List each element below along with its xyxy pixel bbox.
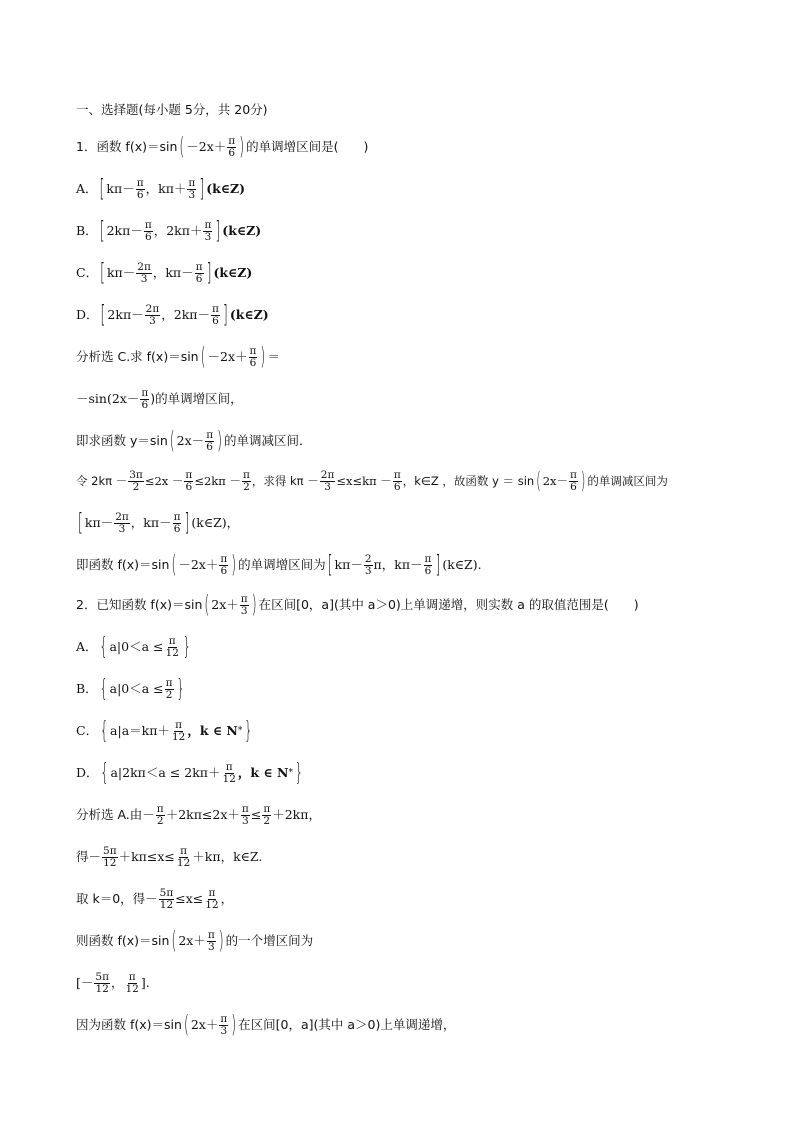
numerator: π — [128, 971, 136, 983]
numerator: 2π — [320, 469, 335, 481]
q2-analysis-line6 — [76, 1009, 456, 1039]
bracket: { — [100, 757, 109, 787]
denominator: 6 — [173, 523, 181, 536]
denominator: 12 — [222, 773, 236, 786]
math-text: kπ－ — [84, 515, 114, 531]
math-text: a|0＜a ≤ — [109, 681, 164, 697]
numerator: π — [204, 219, 212, 231]
math-text: (k∈Z) — [213, 265, 253, 281]
math-text: 令 2kπ － — [76, 473, 128, 488]
numerator: π — [168, 635, 176, 647]
fraction — [219, 554, 228, 577]
math-text: 2x＋ — [190, 1017, 219, 1033]
q2-option-c — [76, 715, 254, 745]
denominator: 12 — [176, 857, 191, 870]
numerator: π — [144, 219, 152, 231]
denominator: 3 — [324, 481, 331, 494]
left-paren: ( — [179, 131, 185, 161]
q2-analysis-line1 — [76, 804, 321, 827]
numerator: 2π — [137, 261, 151, 273]
denominator: 2 — [156, 815, 164, 828]
bracket: [ — [100, 257, 105, 287]
numerator: π — [208, 887, 216, 899]
math-text: a|2kπ＜a ≤ 2kπ＋ — [110, 765, 221, 781]
bracket: [ — [327, 549, 333, 579]
fraction — [240, 594, 249, 617]
math-text: ，kπ＋ — [145, 181, 187, 197]
bracket: ( — [171, 925, 177, 955]
math-text: (k∈Z) — [229, 307, 269, 323]
numerator: π — [242, 469, 250, 481]
denominator: 12 — [205, 899, 219, 912]
numerator: π — [249, 345, 257, 357]
numerator: 3π — [129, 469, 143, 481]
math-text: 的单调减区间． — [223, 433, 312, 449]
math-text: 即求函数 y＝sin — [76, 433, 168, 449]
fraction — [102, 846, 118, 869]
denominator: 6 — [144, 231, 152, 244]
math-text: 得－ — [76, 849, 102, 865]
fraction — [173, 512, 182, 535]
bracket: ] — [435, 549, 441, 579]
denominator: 6 — [228, 147, 236, 160]
fraction — [320, 470, 336, 493]
fraction — [144, 220, 153, 243]
bracket: ( — [171, 549, 177, 579]
denominator: 6 — [195, 273, 203, 286]
math-text: ＋kπ≤x≤ — [118, 849, 175, 865]
math-text: ≤ — [250, 807, 262, 823]
math-text: kπ－ — [106, 265, 136, 281]
denominator: 12 — [159, 899, 174, 912]
math-text: 的单调增区间为 — [238, 557, 326, 573]
math-text: ，kπ－ — [152, 265, 194, 281]
bracket: [ — [99, 173, 105, 203]
fraction — [125, 972, 140, 995]
denominator: 3 — [242, 815, 249, 828]
fraction — [114, 512, 130, 535]
bracket: [ — [99, 215, 105, 245]
numerator: π — [212, 303, 219, 315]
bracket: ) — [260, 341, 266, 371]
bracket: } — [294, 757, 303, 787]
q2-analysis-line4 — [76, 925, 314, 955]
math-text: ＋kπ，k∈Z. — [192, 849, 263, 865]
fraction — [145, 304, 161, 327]
bracket: ) — [251, 589, 257, 619]
numerator: 2π — [115, 511, 129, 523]
math-text: B． — [76, 681, 98, 697]
numerator: 5π — [159, 887, 174, 899]
q2-option-a — [76, 631, 193, 661]
bracket: { — [100, 715, 109, 745]
fraction — [128, 470, 144, 493]
numerator: π — [225, 761, 233, 773]
fraction — [156, 804, 165, 827]
bracket: ) — [218, 925, 224, 955]
fraction — [136, 262, 152, 285]
denominator: 3 — [140, 273, 148, 286]
bracket: ( — [200, 341, 206, 371]
numerator: π — [188, 177, 196, 189]
math-text: [－ — [76, 975, 94, 991]
denominator: 2 — [132, 481, 140, 494]
fraction — [249, 346, 258, 369]
numerator: π — [180, 845, 188, 857]
numerator: 2π — [145, 303, 160, 315]
denominator: 12 — [171, 731, 186, 744]
denominator: 12 — [103, 857, 117, 870]
fraction — [204, 888, 219, 911]
denominator: 6 — [249, 357, 257, 370]
bracket: ) — [580, 466, 586, 494]
math-text: 2kπ－ — [106, 223, 143, 239]
math-text: D． — [76, 765, 99, 781]
denominator: 6 — [570, 481, 577, 494]
denominator: 12 — [95, 983, 109, 996]
math-text: ，k ∈ N — [237, 765, 289, 781]
math-text: 的单调减区间为 — [587, 473, 668, 488]
denominator: 3 — [220, 1025, 228, 1038]
bracket: ] — [199, 173, 205, 203]
bracket: ] — [222, 299, 228, 329]
denominator: 6 — [424, 565, 432, 578]
denominator: 2 — [165, 689, 173, 702]
q2-analysis-line3 — [76, 888, 233, 911]
math-text: ，2kπ－ — [161, 307, 211, 323]
right-paren: ) — [239, 131, 245, 161]
q2-option-b — [76, 673, 187, 703]
denominator: 6 — [141, 399, 149, 412]
numerator: π — [240, 593, 248, 605]
numerator: π — [185, 469, 193, 481]
q2-option-d — [76, 757, 305, 787]
math-text: ≤2x － — [144, 473, 184, 488]
numerator: π — [220, 553, 228, 565]
section-title — [76, 104, 268, 117]
math-text: ，kπ－ — [130, 515, 172, 531]
q1-option-d — [76, 299, 269, 329]
denominator: 6 — [393, 481, 401, 494]
fraction — [140, 388, 149, 411]
fraction — [171, 720, 186, 743]
fraction — [184, 470, 193, 493]
math-text: 2x－ — [542, 473, 568, 488]
bracket: ) — [231, 1009, 237, 1039]
numerator: 5π — [103, 845, 117, 857]
numerator: π — [165, 677, 173, 689]
math-text: 则函数 f(x)＝sin — [76, 933, 170, 949]
math-text: 分析选 C.求 f(x)＝sin — [76, 349, 199, 365]
bracket: { — [99, 673, 108, 703]
math-text: (k∈Z) — [206, 181, 246, 197]
math-text: ≤2kπ － — [194, 473, 241, 488]
math-text: 2x＋ — [211, 597, 239, 613]
numerator: π — [220, 1013, 228, 1025]
math-text: －2x＋ — [178, 557, 219, 573]
math-text: 2x－ — [176, 433, 205, 449]
fraction — [393, 470, 402, 493]
math-text: 的单调增区间是( ) — [246, 139, 369, 155]
fraction — [219, 1014, 228, 1037]
q1-analysis-line4 — [76, 466, 668, 494]
math-text: ，2kπ＋ — [153, 223, 203, 239]
math-text: 一、选择题(每小题 5分，共 20分) — [76, 102, 268, 117]
fraction — [136, 178, 145, 201]
fraction — [364, 554, 373, 577]
bracket: ] — [215, 215, 221, 245]
math-text: 取 k＝0，得－ — [76, 891, 158, 907]
fraction — [241, 804, 250, 827]
math-text: －sin(2x－ — [76, 391, 140, 407]
numerator: π — [141, 387, 149, 399]
denominator: 3 — [149, 315, 156, 328]
bracket: } — [244, 715, 253, 745]
fraction — [195, 262, 204, 285]
fraction — [165, 636, 180, 659]
numerator: 5π — [95, 971, 109, 983]
math-text: 2．已知函数 f(x)＝sin — [76, 597, 203, 613]
math-text: ，求得 kπ － — [251, 473, 319, 488]
numerator: 2 — [364, 553, 372, 565]
bracket: ] — [206, 257, 212, 287]
numerator: π — [175, 719, 183, 731]
bracket: ( — [169, 425, 175, 455]
bracket: { — [99, 631, 108, 661]
numerator: π — [263, 803, 271, 815]
math-text: kπ－ — [334, 557, 363, 573]
q1-analysis-line2 — [76, 388, 243, 411]
denominator: 3 — [204, 231, 212, 244]
math-text: ≤x≤kπ － — [336, 473, 392, 488]
numerator: π — [195, 261, 203, 273]
fraction — [94, 972, 110, 995]
numerator: π — [570, 469, 577, 481]
q2-analysis-line5 — [76, 972, 150, 995]
math-text: 1．函数 f(x)＝sin — [76, 139, 178, 155]
denominator: 6 — [212, 315, 219, 328]
math-text: π，kπ－ — [373, 557, 423, 573]
fraction — [242, 470, 251, 493]
q1-stem — [76, 131, 369, 161]
math-text: D． — [76, 307, 99, 323]
bracket: ] — [184, 507, 190, 537]
math-text: C． — [76, 723, 99, 739]
math-text: 在区间[0，a](其中 a＞0)上单调递增，则实数 a 的取值范围是( ) — [258, 597, 639, 613]
math-text: 2kπ－ — [107, 307, 144, 323]
math-text: a|0＜a ≤ — [109, 639, 164, 655]
math-text: a|a＝kπ＋ — [110, 723, 170, 739]
math-text: C． — [76, 265, 99, 281]
denominator: 3 — [364, 565, 372, 578]
q1-option-b — [76, 215, 262, 245]
math-text: kπ－ — [106, 181, 135, 197]
denominator: 6 — [220, 565, 228, 578]
math-text: ＋2kπ， — [272, 807, 321, 823]
q1-analysis-line1 — [76, 341, 280, 371]
numerator: π — [173, 511, 181, 523]
numerator: π — [206, 429, 214, 441]
denominator: 12 — [125, 983, 139, 996]
math-text: ＋2kπ≤2x＋ — [165, 807, 240, 823]
bracket: } — [176, 673, 185, 703]
math-text: 在区间[0，a](其中 a＞0)上单调递增， — [238, 1017, 456, 1033]
fraction — [424, 554, 433, 577]
q1-analysis-line3 — [76, 425, 312, 455]
math-text: ，k∈Z ，故函数 y ＝ sin — [402, 473, 535, 488]
math-text: A． — [76, 639, 98, 655]
math-text: (k∈Z)， — [191, 515, 240, 531]
fraction — [262, 804, 271, 827]
math-text: 因为函数 f(x)＝sin — [76, 1017, 182, 1033]
math-text: ≤x≤ — [175, 891, 204, 907]
fraction — [569, 470, 578, 493]
math-text: －2x＋ — [186, 139, 227, 155]
math-text: (k∈Z) — [222, 223, 262, 239]
q2-analysis-line2 — [76, 846, 262, 869]
q1-option-a — [76, 173, 246, 203]
math-text: 的一个增区间为 — [225, 933, 314, 949]
bracket: [ — [78, 507, 83, 537]
math-text: * — [237, 726, 243, 737]
fraction — [227, 136, 236, 159]
math-text: 即函数 f(x)＝sin — [76, 557, 170, 573]
denominator: 12 — [165, 647, 179, 660]
math-text: ， — [110, 975, 124, 991]
math-text: B． — [76, 223, 98, 239]
denominator: 2 — [243, 481, 250, 494]
math-text: ＝ — [267, 349, 280, 365]
bracket: ( — [183, 1009, 189, 1039]
denominator: 3 — [118, 523, 126, 536]
fraction — [222, 762, 237, 785]
fraction — [165, 678, 174, 701]
fraction — [207, 930, 216, 953]
fraction — [176, 846, 191, 869]
bracket: } — [182, 631, 191, 661]
bracket: ( — [536, 466, 541, 494]
denominator: 6 — [206, 441, 213, 454]
q2-stem — [76, 589, 639, 619]
denominator: 2 — [263, 815, 271, 828]
fraction — [187, 178, 196, 201]
fraction — [159, 888, 175, 911]
denominator: 6 — [185, 481, 193, 494]
numerator: π — [156, 803, 164, 815]
q1-option-c — [76, 257, 253, 287]
fraction — [211, 304, 220, 327]
bracket: ) — [231, 549, 237, 579]
q1-analysis-line6 — [76, 549, 482, 579]
numerator: π — [136, 177, 144, 189]
numerator: π — [424, 553, 432, 565]
math-text: * — [288, 768, 293, 779]
math-text: ]. — [140, 975, 150, 991]
denominator: 6 — [136, 189, 144, 202]
math-text: (k∈Z). — [442, 557, 482, 573]
denominator: 3 — [207, 941, 215, 954]
bracket: ) — [217, 425, 222, 455]
math-text: 分析选 A.由－ — [76, 807, 155, 823]
fraction — [205, 430, 214, 453]
denominator: 3 — [188, 189, 196, 202]
math-text: －2x＋ — [207, 349, 248, 365]
numerator: π — [207, 929, 215, 941]
q1-analysis-line5 — [76, 507, 240, 537]
math-text: A． — [76, 181, 98, 197]
bracket: ( — [204, 589, 210, 619]
denominator: 3 — [240, 605, 248, 618]
fraction — [203, 220, 212, 243]
numerator: π — [393, 469, 401, 481]
bracket: [ — [100, 299, 106, 329]
math-text: ， — [220, 891, 234, 907]
numerator: π — [228, 135, 236, 147]
numerator: π — [241, 803, 249, 815]
math-text: )的单调增区间， — [150, 391, 243, 407]
math-text: 2x＋ — [178, 933, 206, 949]
math-text: ，k ∈ N — [187, 723, 238, 739]
